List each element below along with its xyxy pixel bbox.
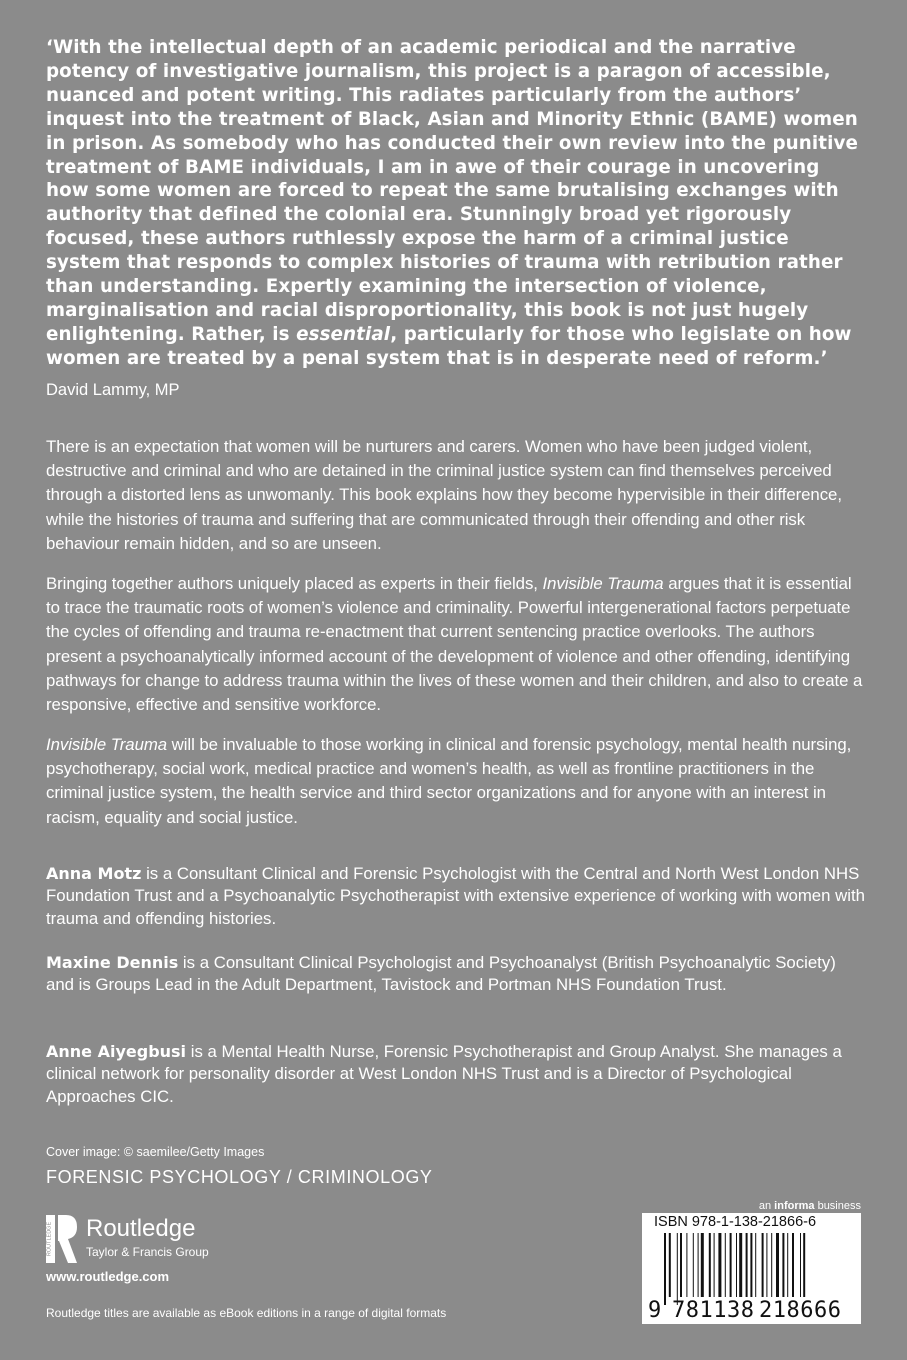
barcode-bar: [776, 1233, 779, 1297]
description-paragraph-1: There is an expectation that women will be nurturers and carers. Women who have been judged violent, destructive and criminal and who are detained in the criminal justice system can find themselves perceived through a distorted lens as unwomanly. This book explains how they become hypervisible in their difference, while the histories of trauma and suffering that are communicated through their offending and other risk behaviour remain hidden, and so are unseen.: [46, 437, 842, 553]
barcode-bar: [698, 1233, 699, 1297]
barcode-bar: [701, 1233, 704, 1297]
description-paragraph-2: [46, 572, 866, 717]
barcode-bar: [693, 1233, 694, 1297]
barcode-bar: [686, 1233, 687, 1297]
description-paragraph-3: [46, 733, 866, 830]
barcode-digits-left: 781138: [672, 1298, 755, 1323]
author-bio: [46, 1041, 866, 1108]
author-bio-text: is a Mental Health Nurse, Forensic Psychotherapist and Group Analyst. She manages a clinical network for personality disorder at West London NHS Trust and is a Director of Psychological Approaches CIC.: [46, 1042, 842, 1106]
publisher-group: Taylor & Francis Group: [86, 1245, 209, 1259]
barcode-bar: [755, 1233, 756, 1297]
author-bio-text: is a Consultant Clinical and Forensic Psychologist with the Central and North West London NHS Foundation Trust and a Psychoanalytic Psychotherapist with extensive experience of working with women with trauma and offending histories.: [46, 864, 865, 928]
routledge-logo: [46, 1215, 246, 1267]
barcode-bar: [730, 1233, 732, 1297]
barcode-bar: [746, 1233, 748, 1297]
barcode-bar: [669, 1233, 671, 1297]
informa-prefix: an: [758, 1200, 775, 1212]
barcode-digit-first: 9: [648, 1298, 662, 1323]
barcode-bar: [709, 1233, 711, 1297]
paragraph-2-suffix: argues that it is essential to trace the traumatic roots of women’s violence and criminality. Powerful intergenerational factors perpetuate the cycles of offending and trauma re-enactment that current sentencing practice overlooks. The authors present a psychoanalytically informed account of the development of violence and other offending, identifying pathways for change to address trauma within the lives of these women and their children, and also to create a responsive, effective and sensitive workforce.: [46, 574, 863, 715]
author-bio: [46, 952, 866, 997]
logo-mark-text: ROUTLEDGE: [46, 1221, 53, 1257]
isbn-label: ISBN 978-1-138-21866-6: [654, 1214, 817, 1230]
barcode-digits-right: 218666: [759, 1298, 842, 1323]
barcode-bar: [771, 1233, 772, 1297]
barcode-bar: [782, 1233, 784, 1297]
cover-credit: Cover image: © saemilee/Getty Images: [46, 1145, 265, 1159]
author-name: Maxine Dennis: [46, 953, 179, 972]
ebook-note: Routledge titles are available as eBook editions in a range of digital formats: [46, 1306, 447, 1320]
publisher-website[interactable]: www.routledge.com: [46, 1269, 170, 1284]
endorsement-author: David Lammy, MP: [46, 381, 180, 399]
routledge-logo-icon: [46, 1215, 78, 1263]
barcode-bar: [750, 1233, 752, 1297]
author-bio: [46, 863, 866, 930]
barcode-bar: [725, 1233, 726, 1297]
informa-business: [759, 1200, 861, 1212]
paragraph-2-prefix: Bringing together authors uniquely placed as experts in their fields,: [46, 574, 543, 593]
barcode: [642, 1213, 861, 1324]
informa-bold: informa: [774, 1200, 815, 1212]
barcode-bars: [642, 1233, 861, 1305]
barcode-bar: [736, 1233, 737, 1297]
author-name: Anna Motz: [46, 864, 142, 883]
barcode-bar: [664, 1233, 666, 1305]
barcode-bar: [766, 1233, 767, 1297]
barcode-bar: [762, 1233, 764, 1297]
barcode-bar: [739, 1233, 742, 1297]
barcode-bar: [714, 1233, 715, 1297]
publisher-name: Routledge: [86, 1215, 196, 1242]
endorsement-quote: [46, 36, 861, 371]
barcode-bar: [803, 1233, 805, 1297]
barcode-bar: [680, 1233, 682, 1297]
barcode-bar: [677, 1233, 678, 1305]
author-bio-text: is a Consultant Clinical Psychologist and Psychoanalyst (British Psychoanalytic Society) and is Groups Lead in the Adult Department, Tavistock and Portman NHS Foundation Trust.: [46, 953, 836, 995]
book-title: Invisible Trauma: [542, 574, 664, 593]
barcode-bar: [718, 1233, 721, 1297]
barcode-bar: [800, 1233, 801, 1297]
author-name: Anne Aiyegbusi: [46, 1042, 187, 1061]
barcode-bar: [787, 1233, 788, 1297]
barcode-bar: [792, 1233, 794, 1297]
informa-suffix: business: [814, 1200, 861, 1212]
endorsement-text-end: , particularly for those who legislate on how women are treated by a penal system that is in desperate need of reform.’: [46, 323, 852, 369]
endorsement-emphasis: essential: [296, 323, 391, 345]
endorsement-text: ‘With the intellectual depth of an academic periodical and the narrative potency of investigative journalism, this project is a paragon of accessible, nuanced and potent writing. This radiates particularly from the authors’ inquest into the treatment of Black, Asian and Minority Ethnic (BAME) women in prison. As somebody who has conducted their own review into the punitive treatment of BAME individuals, I am in awe of their courage in uncovering how some women are forced to repeat the same brutalising exchanges with authority that defined the colonial era. Stunningly broad yet rigorously focused, these authors ruthlessly expose the harm of a criminal justice system that responds to complex histories of trauma with retribution rather than understanding. Expertly examining the intersection of violence, marginalisation and racial disproportionality, this book is not just hugely enlightening. Rather, is: [46, 37, 858, 345]
subject-category: FORENSIC PSYCHOLOGY / CRIMINOLOGY: [46, 1167, 433, 1187]
paragraph-3-suffix: will be invaluable to those working in clinical and forensic psychology, mental health nursing, psychotherapy, social work, medical practice and women’s health, as well as frontline practitioners in the criminal justice system, the health service and third sector organizations and for anyone with an interest in racism, equality and social justice.: [46, 735, 852, 827]
book-title: Invisible Trauma: [46, 735, 168, 754]
